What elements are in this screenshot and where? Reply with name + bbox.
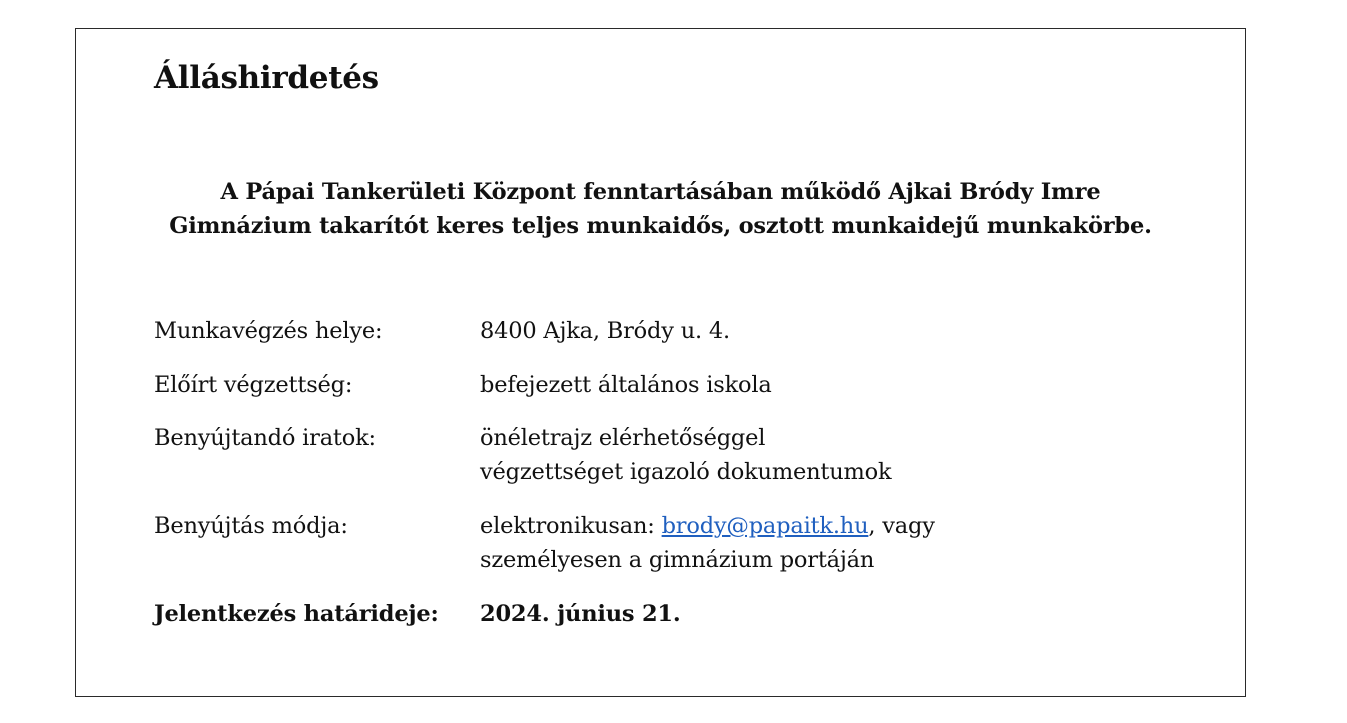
submission-line-2: személyesen a gimnázium portáján: [480, 547, 875, 573]
submission-value: [480, 509, 1054, 577]
job-details: [154, 314, 1054, 631]
detail-row-workplace: [154, 314, 1054, 348]
submission-label: Benyújtás módja:: [154, 513, 348, 539]
education-label: Előírt végzettség:: [154, 372, 353, 398]
submission-line-1: [480, 509, 1054, 543]
detail-row-submission: [154, 509, 1054, 577]
workplace-label: Munkavégzés helye:: [154, 318, 383, 344]
detail-row-education: [154, 368, 1054, 402]
job-posting-frame: [75, 28, 1246, 697]
deadline-label: Jelentkezés határideje:: [154, 601, 439, 627]
documents-line-2: végzettséget igazoló dokumentumok: [480, 459, 892, 485]
deadline-value: 2024. június 21.: [480, 601, 681, 627]
page-title: Álláshirdetés: [154, 60, 379, 96]
email-link[interactable]: brody@papaitk.hu: [661, 513, 869, 539]
documents-label: Benyújtandó iratok:: [154, 425, 376, 451]
job-headline: [76, 175, 1245, 243]
detail-row-deadline: [154, 597, 1054, 631]
documents-value: [480, 421, 1054, 489]
workplace-value: 8400 Ajka, Bródy u. 4.: [480, 318, 730, 344]
headline-line-1: A Pápai Tankerületi Központ fenntartásában működő Ajkai Bródy Imre: [220, 179, 1101, 205]
documents-line-1: önéletrajz elérhetőséggel: [480, 425, 766, 451]
detail-row-documents: [154, 421, 1054, 489]
education-value: befejezett általános iskola: [480, 372, 772, 398]
submission-suffix: , vagy: [868, 513, 935, 539]
headline-line-2: Gimnázium takarítót keres teljes munkaidős, osztott munkaidejű munkakörbe.: [169, 213, 1152, 239]
submission-prefix: elektronikusan:: [480, 513, 662, 539]
